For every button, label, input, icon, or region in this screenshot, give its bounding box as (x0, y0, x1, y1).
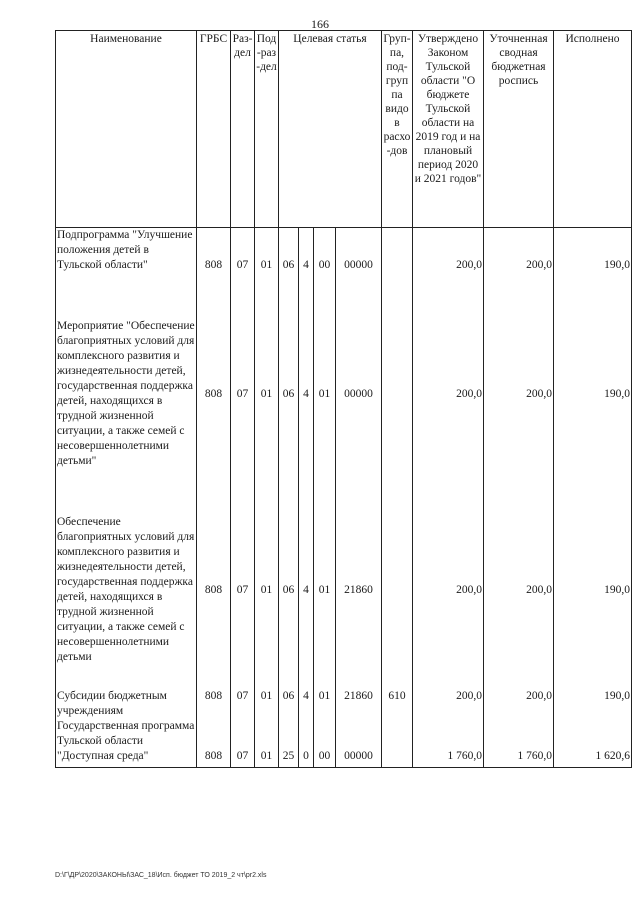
table-row (56, 515, 632, 665)
header-approved: Утверждено Законом Тульской области "О бюджете Тульской области на 2019 год и на плановый период 2020 и 2021 годов" (413, 31, 484, 228)
row-target-subprogram: 0 (299, 719, 314, 768)
row-group (382, 719, 413, 768)
row-podrazdel: 01 (255, 319, 279, 469)
footer-file-path: D:\Г\ДР\2020\ЗАКОНЫ\ЗАС_18\Исп. бюджет ТО 2019_2 чт\pr2.xls (55, 872, 267, 879)
row-target-subprogram: 4 (299, 319, 314, 469)
row-razdel: 07 (231, 689, 255, 719)
page-number: 166 (311, 17, 329, 31)
table-row (56, 689, 632, 719)
row-target-direction: 00000 (336, 228, 382, 274)
row-grbs: 808 (197, 689, 231, 719)
row-podrazdel: 01 (255, 228, 279, 274)
row-approved: 200,0 (413, 689, 484, 719)
row-group (382, 228, 413, 274)
row-group (382, 515, 413, 665)
row-razdel: 07 (231, 515, 255, 665)
row-spacer (56, 469, 632, 515)
row-target-direction: 21860 (336, 689, 382, 719)
header-executed: Исполнено (554, 31, 632, 228)
row-target-program: 06 (279, 515, 299, 665)
row-name: Субсидии бюджетным учреждениям (56, 689, 197, 719)
table-row (56, 719, 632, 768)
row-grbs: 808 (197, 319, 231, 469)
header-target: Целевая статья (279, 31, 382, 228)
row-refined: 200,0 (484, 319, 554, 469)
row-target-subprogram: 4 (299, 228, 314, 274)
row-target-direction: 00000 (336, 319, 382, 469)
table-header (56, 31, 632, 228)
row-spacer (56, 273, 632, 319)
row-grbs: 808 (197, 228, 231, 274)
row-target-event: 00 (314, 228, 336, 274)
row-razdel: 07 (231, 228, 255, 274)
row-target-direction: 00000 (336, 719, 382, 768)
row-target-event: 01 (314, 319, 336, 469)
row-name: Государственная программа Тульской области "Доступная среда" (56, 719, 197, 768)
row-group (382, 319, 413, 469)
row-approved: 200,0 (413, 228, 484, 274)
row-refined: 1 760,0 (484, 719, 554, 768)
row-grbs: 808 (197, 719, 231, 768)
row-name: Мероприятие "Обеспечение благоприятных условий для комплексного развития и жизнедеятельности детей, государственная поддержка детей, находящихся в трудной жизненной ситуации, а также семей с несовершеннолетними детьми" (57, 320, 195, 467)
row-group: 610 (382, 689, 413, 719)
row-executed: 190,0 (554, 689, 632, 719)
row-refined: 200,0 (484, 228, 554, 274)
row-target-program: 06 (279, 689, 299, 719)
row-target-subprogram: 4 (299, 689, 314, 719)
row-razdel: 07 (231, 719, 255, 768)
header-name: Наименование (56, 31, 197, 228)
row-executed: 1 620,6 (554, 719, 632, 768)
row-target-program: 06 (279, 319, 299, 469)
header-group: Груп-па, под-груп па видов расхо-дов (382, 31, 413, 228)
row-podrazdel: 01 (255, 689, 279, 719)
row-name: Подпрограмма "Улучшение положения детей в Тульской области" (56, 228, 197, 274)
row-target-subprogram: 4 (299, 515, 314, 665)
row-target-event: 00 (314, 719, 336, 768)
row-target-direction: 21860 (336, 515, 382, 665)
table-row (56, 228, 632, 274)
row-refined: 200,0 (484, 689, 554, 719)
table-body (56, 228, 632, 768)
header-razdel: Раз-дел (231, 31, 255, 228)
row-target-program: 25 (279, 719, 299, 768)
row-target-program: 06 (279, 228, 299, 274)
row-podrazdel: 01 (255, 719, 279, 768)
header-grbs: ГРБС (197, 31, 231, 228)
row-target-event: 01 (314, 689, 336, 719)
row-approved: 200,0 (413, 515, 484, 665)
row-approved: 200,0 (413, 319, 484, 469)
table-row (56, 319, 632, 469)
row-executed: 190,0 (554, 228, 632, 274)
row-podrazdel: 01 (255, 515, 279, 665)
row-grbs: 808 (197, 515, 231, 665)
row-executed: 190,0 (554, 319, 632, 469)
row-target-event: 01 (314, 515, 336, 665)
row-refined: 200,0 (484, 515, 554, 665)
row-name: Обеспечение благоприятных условий для комплексного развития и жизнедеятельности детей, государственная поддержка детей, находящихся в трудной жизненной ситуации, а также семей с несовершеннолетними детьми (56, 515, 197, 665)
row-spacer (56, 665, 632, 689)
budget-table (55, 30, 632, 768)
row-approved: 1 760,0 (413, 719, 484, 768)
header-podrazdel: Под-раз-дел (255, 31, 279, 228)
row-razdel: 07 (231, 319, 255, 469)
header-refined: Уточненная сводная бюджетная роспись (484, 31, 554, 228)
row-executed: 190,0 (554, 515, 632, 665)
